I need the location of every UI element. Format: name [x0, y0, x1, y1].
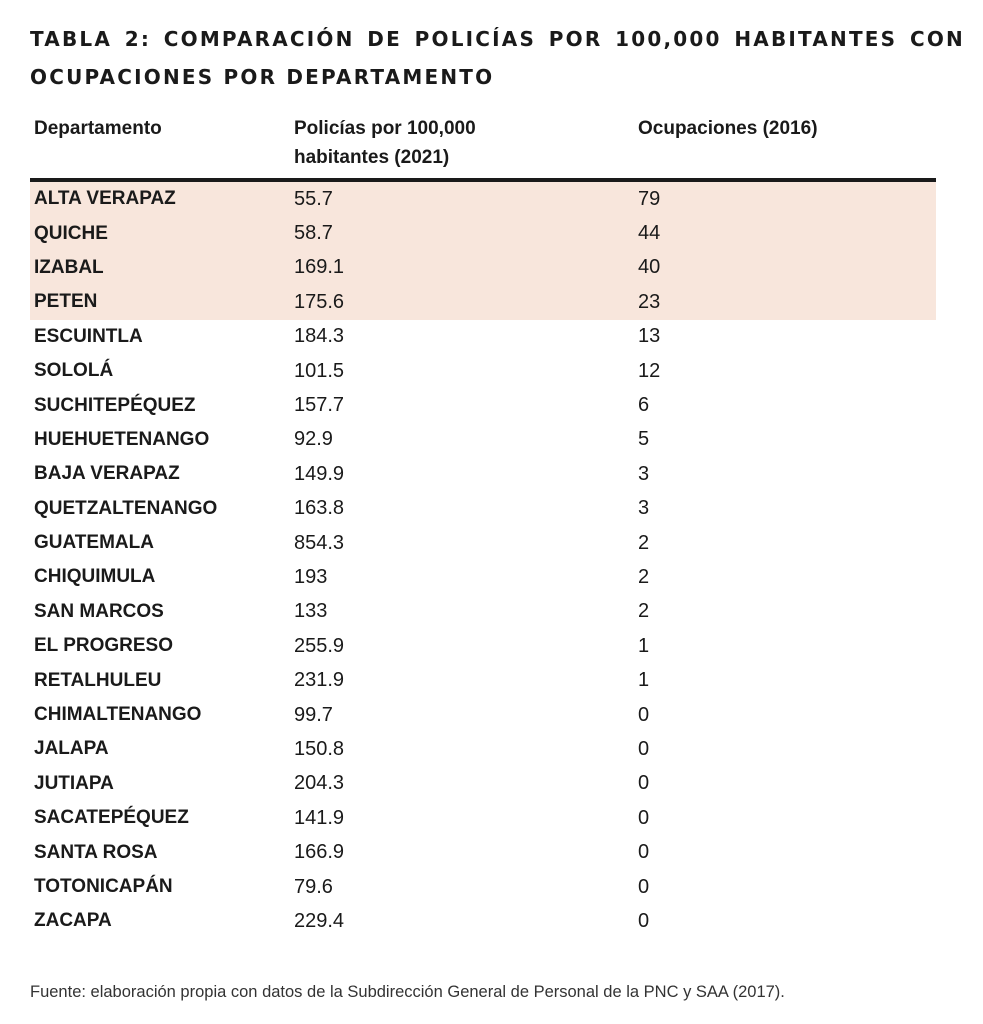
cell-ocupaciones: 6 [638, 394, 650, 417]
cell-departamento: EL PROGRESO [34, 635, 174, 657]
table-row [30, 492, 936, 526]
cell-departamento: QUETZALTENANGO [34, 497, 218, 519]
table-row [30, 801, 936, 835]
cell-departamento: RETALHULEU [34, 669, 162, 691]
cell-departamento: SAN MARCOS [34, 600, 164, 622]
cell-policias: 133 [294, 600, 328, 623]
cell-ocupaciones: 2 [638, 600, 650, 623]
cell-policias: 204.3 [294, 772, 345, 795]
header-policias-line2: habitantes (2021) [294, 147, 450, 168]
source-note: Fuente: elaboración propia con datos de la Subdirección General de Personal de la PNC y SAA (2017). [30, 983, 785, 1001]
cell-policias: 193 [294, 565, 328, 588]
table-row [30, 526, 936, 560]
cell-ocupaciones: 23 [638, 290, 661, 313]
table-row [30, 182, 936, 216]
cell-ocupaciones: 1 [638, 634, 650, 657]
table-row [30, 698, 936, 732]
cell-ocupaciones: 12 [638, 359, 661, 382]
cell-policias: 854.3 [294, 531, 345, 554]
comparison-table [30, 112, 936, 939]
cell-ocupaciones: 5 [638, 428, 650, 451]
table-row [30, 251, 936, 285]
table-row [30, 595, 936, 629]
cell-departamento: CHIMALTENANGO [34, 704, 202, 726]
cell-departamento: JUTIAPA [34, 772, 114, 794]
cell-departamento: JALAPA [34, 738, 109, 760]
cell-ocupaciones: 0 [638, 841, 650, 864]
cell-departamento: ALTA VERAPAZ [34, 188, 176, 210]
table-row [30, 732, 936, 766]
cell-policias: 163.8 [294, 497, 345, 520]
cell-departamento: ZACAPA [34, 910, 112, 932]
cell-ocupaciones: 0 [638, 806, 650, 829]
table-row [30, 835, 936, 869]
cell-policias: 166.9 [294, 841, 345, 864]
cell-ocupaciones: 13 [638, 325, 661, 348]
table-row [30, 354, 936, 388]
cell-ocupaciones: 79 [638, 187, 661, 210]
cell-policias: 141.9 [294, 806, 345, 829]
table-title: TABLA 2: COMPARACIÓN DE POLICÍAS POR 100,000 HABITANTES CON OCUPACIONES POR DEPARTAMENTO [30, 27, 965, 89]
table-row [30, 423, 936, 457]
table-row [30, 870, 936, 904]
cell-policias: 175.6 [294, 290, 345, 313]
cell-departamento: ESCUINTLA [34, 325, 143, 347]
cell-policias: 79.6 [294, 875, 333, 898]
cell-departamento: IZABAL [34, 256, 104, 278]
header-policias-line1: Policías por 100,000 [294, 118, 476, 139]
cell-policias: 149.9 [294, 462, 345, 485]
table-row [30, 767, 936, 801]
cell-departamento: SUCHITEPÉQUEZ [34, 394, 196, 416]
table-row [30, 388, 936, 422]
cell-policias: 58.7 [294, 222, 333, 245]
table-row [30, 904, 936, 938]
table-row [30, 216, 936, 250]
cell-policias: 255.9 [294, 634, 345, 657]
table-row [30, 457, 936, 491]
header-departamento: Departamento [34, 118, 162, 139]
cell-departamento: GUATEMALA [34, 532, 154, 554]
header-policias [290, 112, 634, 178]
cell-ocupaciones: 0 [638, 737, 650, 760]
cell-departamento: QUICHE [34, 222, 108, 244]
table-row [30, 663, 936, 697]
cell-departamento: BAJA VERAPAZ [34, 463, 180, 485]
table-row [30, 320, 936, 354]
cell-ocupaciones: 0 [638, 772, 650, 795]
cell-policias: 101.5 [294, 359, 345, 382]
cell-policias: 92.9 [294, 428, 333, 451]
cell-departamento: SACATEPÉQUEZ [34, 807, 189, 829]
table-body [30, 182, 936, 939]
cell-ocupaciones: 44 [638, 222, 661, 245]
cell-departamento: SANTA ROSA [34, 841, 158, 863]
cell-ocupaciones: 0 [638, 909, 650, 932]
cell-policias: 169.1 [294, 256, 345, 279]
cell-policias: 150.8 [294, 737, 345, 760]
cell-departamento: HUEHUETENANGO [34, 428, 210, 450]
cell-departamento: CHIQUIMULA [34, 566, 156, 588]
cell-policias: 229.4 [294, 909, 345, 932]
cell-ocupaciones: 2 [638, 531, 650, 554]
cell-ocupaciones: 0 [638, 703, 650, 726]
cell-departamento: PETEN [34, 291, 98, 313]
cell-policias: 184.3 [294, 325, 345, 348]
table-row [30, 285, 936, 319]
cell-ocupaciones: 3 [638, 462, 650, 485]
table-row [30, 629, 936, 663]
cell-departamento: SOLOLÁ [34, 360, 114, 382]
cell-ocupaciones: 40 [638, 256, 661, 279]
cell-ocupaciones: 1 [638, 669, 650, 692]
cell-ocupaciones: 2 [638, 565, 650, 588]
cell-departamento: TOTONICAPÁN [34, 876, 173, 897]
table-row [30, 560, 936, 594]
cell-policias: 55.7 [294, 187, 333, 210]
cell-ocupaciones: 3 [638, 497, 650, 520]
cell-policias: 157.7 [294, 394, 345, 417]
table-header [30, 112, 936, 182]
cell-policias: 99.7 [294, 703, 333, 726]
cell-policias: 231.9 [294, 669, 345, 692]
header-ocupaciones: Ocupaciones (2016) [638, 118, 818, 139]
cell-ocupaciones: 0 [638, 875, 650, 898]
